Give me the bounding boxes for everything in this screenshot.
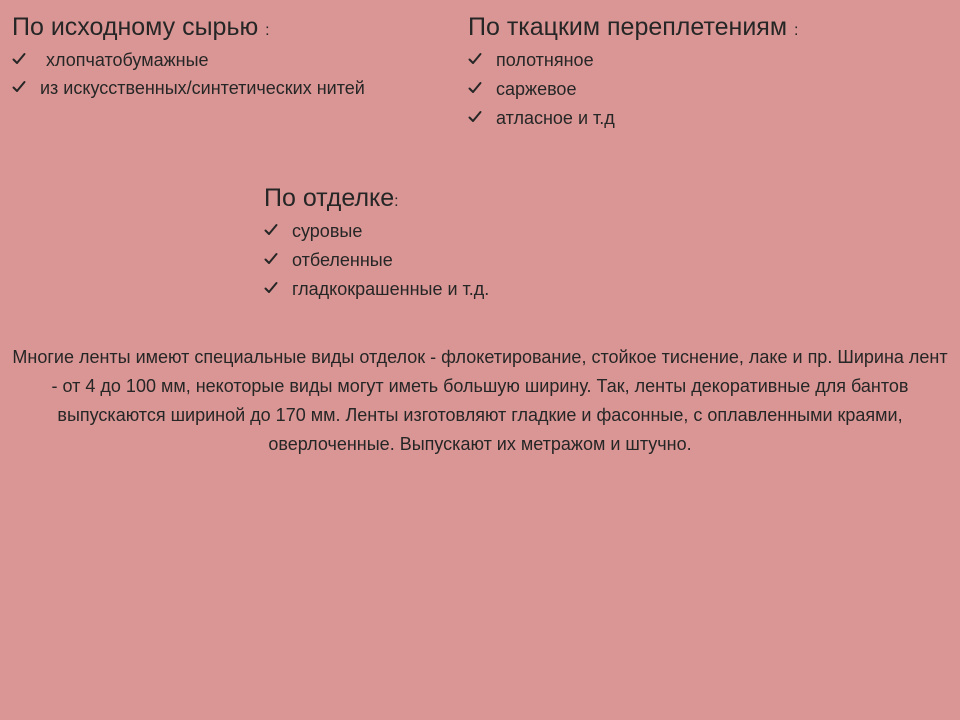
- list-item: [468, 104, 798, 133]
- weave-heading: [468, 12, 798, 46]
- weave-section: [468, 12, 798, 133]
- list-item-label: из искусственных/синтетических нитей: [40, 78, 365, 98]
- list-item-label: атласное и т.д: [496, 108, 615, 128]
- weave-list: [468, 46, 798, 133]
- raw-material-heading-colon: :: [265, 22, 270, 39]
- finish-heading-colon: :: [394, 193, 399, 210]
- checkmark-icon: [12, 46, 28, 75]
- raw-material-section: [12, 12, 365, 102]
- finish-heading: [264, 183, 489, 217]
- checkmark-icon: [264, 217, 280, 246]
- list-item: [468, 75, 798, 104]
- list-item-label: суровые: [292, 221, 363, 241]
- list-item: [12, 74, 365, 102]
- list-item: [468, 46, 798, 75]
- list-item-label: гладкокрашенные и т.д.: [292, 279, 490, 299]
- raw-material-list: [12, 46, 365, 102]
- list-item-label: полотняное: [496, 50, 594, 70]
- description-paragraph: Многие ленты имеют специальные виды отделок - флокетирование, стойкое тиснение, лаке и пр. Ширина лент - от 4 до 100 мм, некоторые виды могут иметь большую ширину. Так, ленты декоративные для бантов выпускаются шириной до 170 мм. Ленты изготовляют гладкие и фасонные, с оплавленными краями, оверлоченные. Выпускают их метражом и штучно.: [12, 347, 948, 454]
- list-item: [264, 217, 489, 246]
- checkmark-icon: [264, 275, 280, 304]
- list-item-label: саржевое: [496, 79, 577, 99]
- finish-heading-text: По отделке: [264, 184, 395, 212]
- checkmark-icon: [12, 74, 28, 103]
- checkmark-icon: [468, 46, 484, 75]
- raw-material-heading: [12, 12, 365, 46]
- list-item: [12, 46, 365, 74]
- checkmark-icon: [264, 246, 280, 275]
- weave-heading-colon: :: [793, 22, 799, 39]
- list-item: [264, 246, 489, 275]
- list-item-label: отбеленные: [292, 250, 393, 270]
- finish-list: [264, 217, 489, 304]
- list-item-label: хлопчатобумажные: [46, 50, 209, 70]
- checkmark-icon: [468, 104, 484, 133]
- list-item: [264, 275, 489, 304]
- checkmark-icon: [468, 75, 484, 104]
- weave-heading-text: По ткацким переплетениям: [468, 13, 788, 41]
- raw-material-heading-text: По исходному сырью: [12, 13, 259, 41]
- finish-section: [264, 183, 489, 304]
